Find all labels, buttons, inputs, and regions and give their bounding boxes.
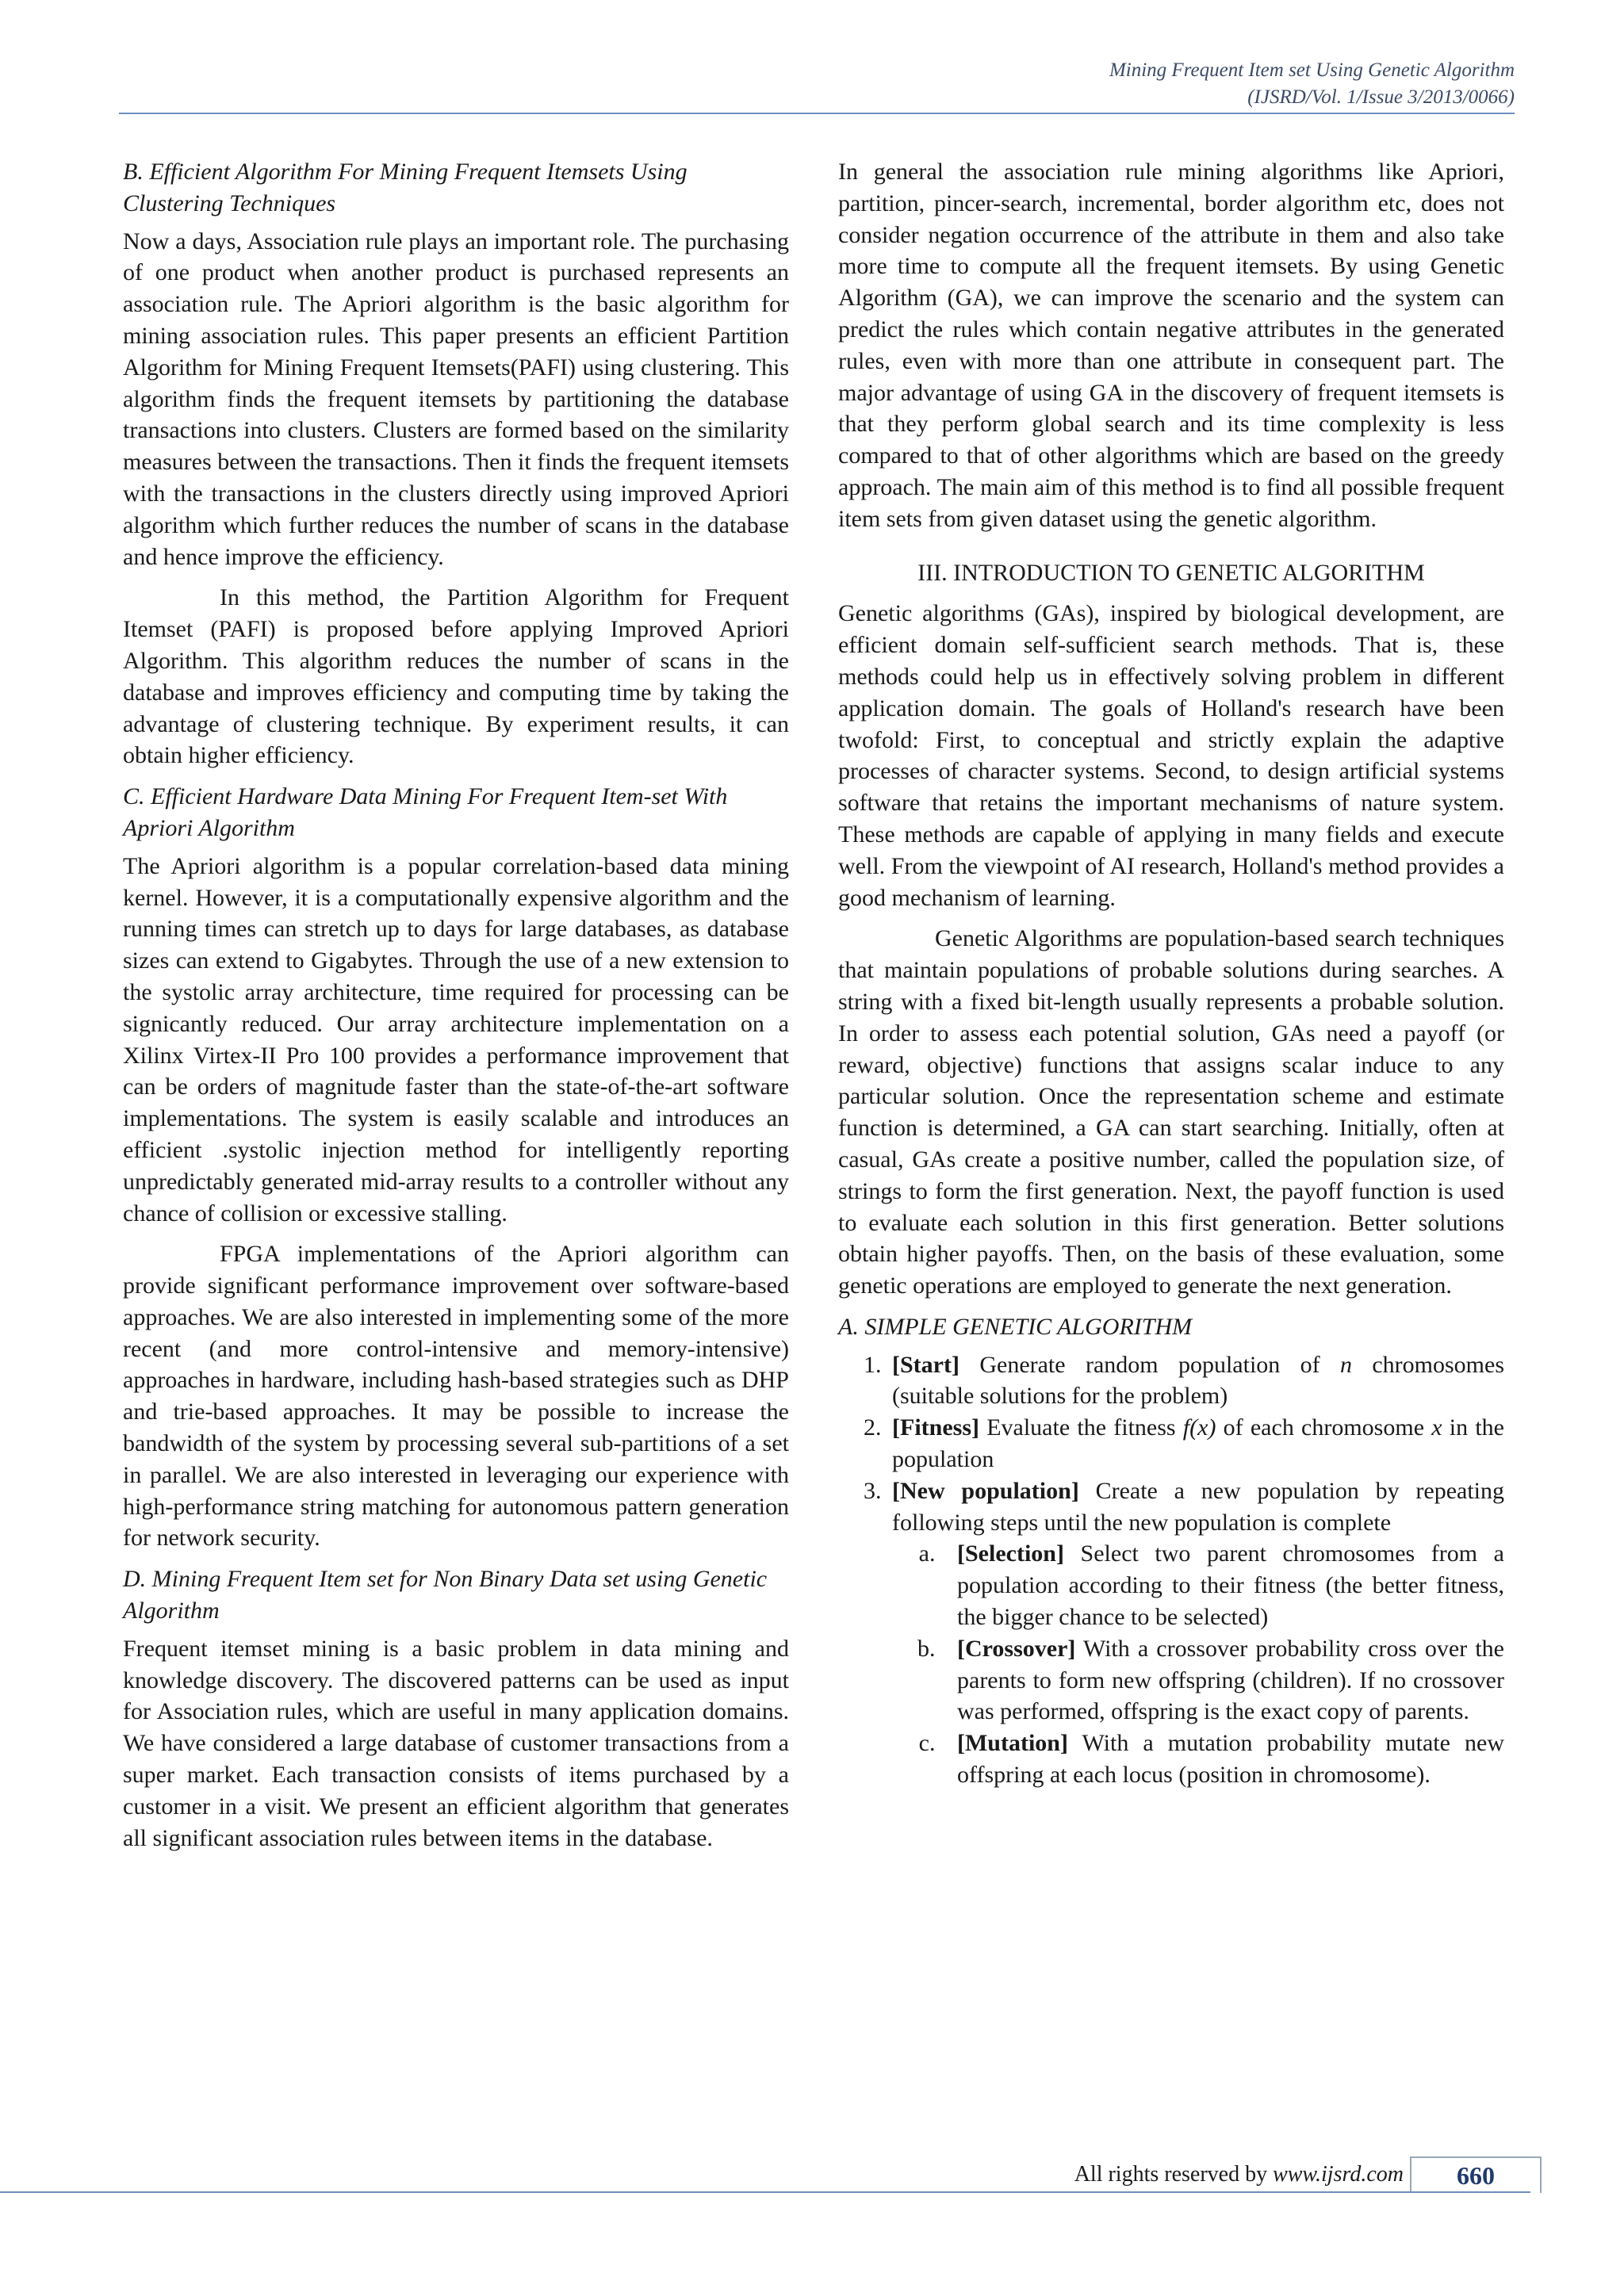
ga-paragraph-1: Genetic algorithms (GAs), inspired by biological development, are efficient domain self-sufficient search methods. That is, these methods could help us in effectively solving problem in different application domain. The goals of Holland's research have been twofold: First, to conceptual and strictly explain the adaptive processes of character systems. Second, to design artificial systems software that retains the important mechanisms of nature system. These methods are capable of applying in many fields and execute well. From the viewpoint of AI research, Holland's method provides a good mechanism of learning. bbox=[838, 600, 1504, 911]
footer-site-link[interactable]: www.ijsrd.com bbox=[1273, 2162, 1404, 2187]
section-c-title: C. Efficient Hardware Data Mining For Frequent Item-set With Apriori Algorithm bbox=[123, 783, 728, 841]
header-citation: (IJSRD/Vol. 1/Issue 3/2013/0066) bbox=[1247, 86, 1515, 108]
running-header bbox=[119, 57, 1515, 111]
section-c-paragraph-1: The Apriori algorithm is a popular correlation-based data mining kernel. However, it is a computationally expensive algorithm and the running times can stretch up to days for large databases, as database sizes can extend to Gigabytes. Through the use of a new extension to the systolic array architecture, time required for processing can be signicantly reduced. Our array architecture implementation on a Xilinx Virtex-II Pro 100 provides a performance improvement that can be orders of magnitude faster than the state-of-the-art software implementations. The system is easily scalable and introduces an efficient .systolic injection method for intelligently reporting unpredictably generated mid-array results to a controller without any chance of collision or excessive stalling. bbox=[123, 852, 789, 1226]
intro-paragraph: In general the association rule mining algorithms like Apriori, partition, pincer-search, incremental, border algorithm etc, does not consider negation occurrence of the attribute in them and also take more time to compute all the frequent itemsets. By using Genetic Algorithm (GA), we can improve the scenario and the system can predict the rules which contain negative attributes in the generated rules, even with more than one attribute in consequent part. The major advantage of using GA in the discovery of frequent itemsets is that they perform global search and its time complexity is less compared to that of other algorithms which are based on the greedy approach. The main aim of this method is to find all possible frequent item sets from given dataset using the genetic algorithm. bbox=[838, 159, 1504, 532]
new-population-substeps bbox=[892, 1538, 1504, 1790]
step-new-population: 3. [New population] Create a new population by repeating following steps until the new population is complete a. [Selection] Select two parent chromosomes from a population according to their fitness (the better fitness, the bigger chance to be selected) b. [Crossover] With a crossover probability cross over the parents to form new offspring (children). If no crossover was performed, offspring is the exact copy of parents. c. [Mutation] With a mutation probability mutate new offspring at each locus (position in chromosome). bbox=[887, 1475, 1504, 1791]
section-b-paragraph-2: In this method, the Partition Algorithm for Frequent Itemset (PAFI) is proposed before applying Improved Apriori Algorithm. This algorithm reduces the number of scans in the database and improves efficiency and computing time by taking the advantage of clustering technique. By experiment results, it can obtain higher efficiency. bbox=[123, 584, 789, 769]
substep-mutation: c. [Mutation] With a mutation probability mutate new offspring at each locus (position in chromosome). bbox=[941, 1728, 1504, 1791]
footer-rights: All rights reserved by www.ijsrd.com bbox=[1074, 2162, 1404, 2187]
step-fitness: 2. [Fitness] Evaluate the fitness f(x) of each chromosome x in the population bbox=[887, 1412, 1504, 1475]
header-title: Mining Frequent Item set Using Genetic Algorithm bbox=[1109, 59, 1515, 81]
left-column bbox=[123, 156, 789, 1863]
page-number: 660 bbox=[1410, 2156, 1542, 2193]
section-a-title: A. SIMPLE GENETIC ALGORITHM bbox=[838, 1313, 1193, 1340]
section-b-paragraph-1: Now a days, Association rule plays an important role. The purchasing of one product when another product is purchased represents an association rule. The Apriori algorithm is the basic algorithm for mining association rules. This paper presents an efficient Partition Algorithm for Mining Frequent Itemsets(PAFI) using clustering. This algorithm finds the frequent itemsets by partitioning the database transactions into clusters. Clusters are formed based on the similarity measures between the transactions. Then it finds the frequent itemsets with the transactions in the clusters directly using improved Apriori algorithm which further reduces the number of scans in the database and hence improve the efficiency. bbox=[123, 228, 789, 570]
substep-selection: a. [Selection] Select two parent chromosomes from a population according to their fitness (the better fitness, the bigger chance to be selected) bbox=[941, 1538, 1504, 1632]
section-c-paragraph-2: FPGA implementations of the Apriori algorithm can provide significant performance improvement over software-based approaches. We are also interested in implementing some of the more recent (and more control-intensive and memory-intensive) approaches in hardware, including hash-based strategies such as DHP and trie-based approaches. It may be possible to increase the bandwidth of the system by processing several sub-partitions of a set in parallel. We are also interested in leveraging our experience with high-performance string matching for autonomous pattern generation for network security. bbox=[123, 1241, 789, 1552]
ga-paragraph-2: Genetic Algorithms are population-based search techniques that maintain populations of probable solutions during searches. A string with a fixed bit-length usually represents a probable solution. In order to assess each potential solution, GAs need a payoff (or reward, objective) functions that assigns scalar induce to any particular solution. Once the representation scheme and estimate function is determined, a GA can start searching. Initially, often at casual, GAs create a positive number, called the population size, of strings to form the first generation. Next, the payoff function is used to evaluate each solution in this first generation. Better solutions obtain higher payoffs. Then, on the basis of these evaluation, some genetic operations are employed to generate the next generation. bbox=[838, 925, 1504, 1299]
algorithm-steps bbox=[838, 1349, 1504, 1791]
step-start: 1. [Start] Generate random population of n chromosomes (suitable solutions for the problem) bbox=[887, 1349, 1504, 1413]
header-divider bbox=[119, 113, 1515, 114]
right-column bbox=[838, 156, 1504, 1791]
substep-crossover: b. [Crossover] With a crossover probability cross over the parents to form new offspring (children). If no crossover was performed, offspring is the exact copy of parents. bbox=[941, 1633, 1504, 1728]
section-3-title: III. INTRODUCTION TO GENETIC ALGORITHM bbox=[917, 559, 1425, 586]
section-b-title: B. Efficient Algorithm For Mining Frequent Itemsets Using Clustering Techniques bbox=[123, 159, 688, 216]
section-d-paragraph-1: Frequent itemset mining is a basic problem in data mining and knowledge discovery. The discovered patterns can be used as input for Association rules, which are useful in many application domains. We have considered a large database of customer transactions from a super market. Each transaction consists of items purchased by a customer in a visit. We present an efficient algorithm that generates all significant association rules between items in the database. bbox=[123, 1635, 789, 1851]
footer-divider bbox=[0, 2191, 1530, 2193]
section-d-title: D. Mining Frequent Item set for Non Binary Data set using Genetic Algorithm bbox=[123, 1566, 768, 1624]
